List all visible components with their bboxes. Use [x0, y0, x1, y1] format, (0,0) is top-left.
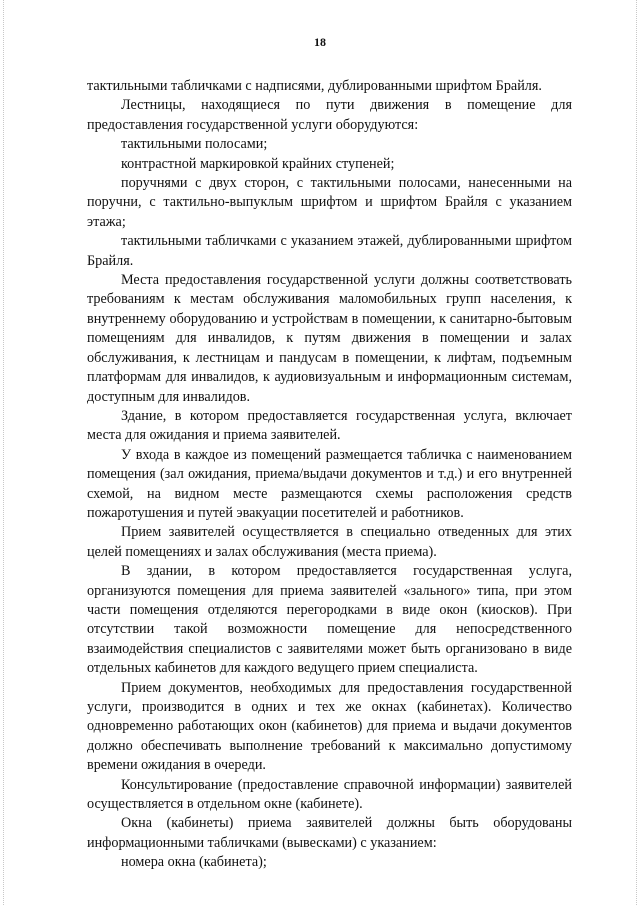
- paragraph: контрастной маркировкой крайних ступеней;: [121, 155, 395, 172]
- paragraph: В здании, в котором предоставляется государственная услуга, организуются помещения для приема заявителей «зального» типа, при этом части помещения отделяются перегородками в виде окон (киосков). При отсутствии такой возможности помещение для непосредственного взаимодействия специалистов с заявителями может быть организовано в виде отдельных кабинетов для каждого ведущего прием специалиста.: [87, 563, 572, 677]
- paragraph: Консультирование (предоставление справочной информации) заявителей осуществляется в отдельном окне (кабинете).: [87, 776, 572, 813]
- paragraph: номера окна (кабинета);: [121, 854, 267, 871]
- paragraph: тактильными полосами;: [121, 136, 268, 153]
- paragraph: Прием документов, необходимых для предоставления государственной услуги, производится в одних и тех же окнах (кабинетах). Количество одновременно работающих окон (кабинетов) для приема и выдачи документов должно обеспечивать выполнение требований к максимально допустимому времени ожидания в очереди.: [87, 679, 572, 774]
- paragraph: поручнями с двух сторон, с тактильными полосами, нанесенными на поручни, с тактильно-выпуклым шрифтом и шрифтом Брайля с указанием этажа;: [87, 175, 572, 230]
- paragraph: Окна (кабинеты) приема заявителей должны быть оборудованы информационными табличками (вывесками) с указанием:: [87, 815, 572, 851]
- paragraph: тактильными табличками с надписями, дублированными шрифтом Брайля.: [87, 78, 542, 94]
- paragraph: Места предоставления государственной услуги должны соответствовать требованиям к местам обслуживания маломобильных групп населения, к внутреннему оборудованию и устройствам в помещении, к санитарно-бытовым помещениям для инвалидов, к путям движения в помещении и залах обслуживания, к лестницам и пандусам в помещении, к лифтам, подъемным платформам для инвалидов, к аудиовизуальным и информационным системам, доступным для инвалидов.: [87, 272, 572, 405]
- scan-edge-left: [3, 0, 4, 905]
- paragraph: У входа в каждое из помещений размещается табличка с наименованием помещения (зал ожидания, приема/выдачи документов и т.д.) и его внутренней схемой, на видном месте размещаются схемы расположения средств пожаротушения и путей эвакуации посетителей и работников.: [87, 446, 572, 521]
- paragraph: Лестницы, находящиеся по пути движения в помещение для предоставления государственной услуги оборудуются:: [87, 97, 572, 133]
- paragraph: Здание, в котором предоставляется государственная услуга, включает места для ожидания и приема заявителей.: [87, 407, 572, 444]
- document-body: [87, 77, 572, 873]
- scan-edge-right: [636, 0, 637, 905]
- page-number: 18: [314, 35, 326, 49]
- paragraph: тактильными табличками с указанием этажей, дублированными шрифтом Брайля.: [87, 233, 572, 269]
- paragraph: Прием заявителей осуществляется в специально отведенных для этих целей помещениях и залах обслуживания (места приема).: [87, 524, 572, 560]
